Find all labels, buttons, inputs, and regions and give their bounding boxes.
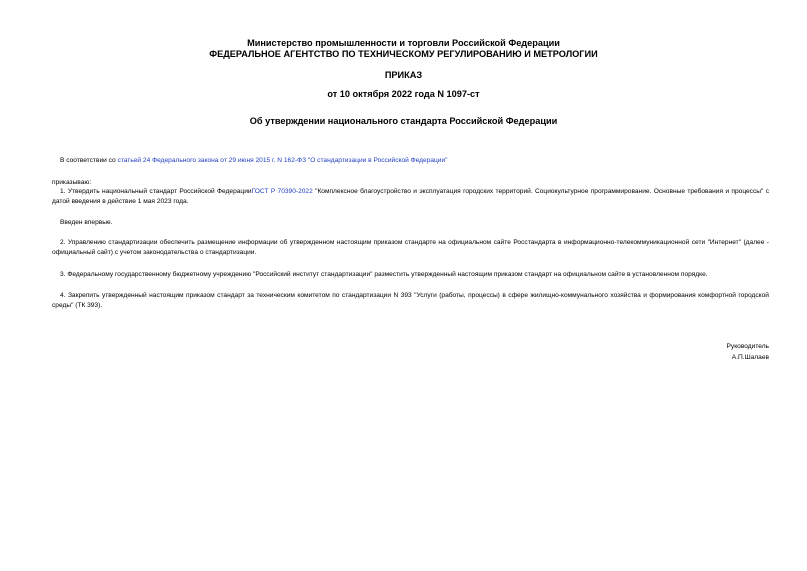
law-reference-link[interactable]: статьей 24 Федерального закона от 29 июня 2015 г. N 162-ФЗ "О стандартизации в Российской Федерации" xyxy=(117,157,448,164)
legal-basis-prefix: В соответствии со xyxy=(60,157,118,164)
gost-standard-link[interactable]: ГОСТ Р 70390-2022 xyxy=(251,188,313,195)
introduction-note: Введен впервые. xyxy=(60,219,113,226)
ministry-name: Министерство промышленности и торговли Российской Федерации xyxy=(247,38,560,48)
item-1-paragraph xyxy=(52,187,769,206)
item-2-paragraph: 2. Управлению стандартизации обеспечить размещение информации об утвержденном настоящим приказом стандарте на официальном сайте Росстандарта в информационно-телекоммуникационной сети "Интернет" (далее - официальный сайт) с учетом законодательства о стандартизации. xyxy=(52,239,769,256)
item-3-paragraph: 3. Федеральному государственному бюджетному учреждению "Российский институт стандартизации" разместить утвержденный настоящим приказом стандарт на официальном сайте в установленном порядке. xyxy=(60,271,708,278)
order-title: ПРИКАЗ xyxy=(384,70,423,80)
signatory-title: Руководитель xyxy=(726,343,769,350)
legal-basis-paragraph xyxy=(52,156,769,166)
item-1-prefix: 1. Утвердить национальный стандарт Российской Федерации xyxy=(60,188,252,195)
order-subject: Об утверждении национального стандарта Российской Федерации xyxy=(249,116,558,126)
agency-name: ФЕДЕРАЛЬНОЕ АГЕНТСТВО ПО ТЕХНИЧЕСКОМУ РЕГУЛИРОВАНИЮ И МЕТРОЛОГИИ xyxy=(209,49,598,59)
item-1-suffix: "Комплексное благоустройство и эксплуатация городских территорий. Социокультурное программирование. Основные требования и процессы" с датой введения в действие 1 мая 2023 года. xyxy=(52,188,769,205)
order-word: приказываю: xyxy=(52,179,92,186)
signatory-name: А.П.Шалаев xyxy=(731,354,769,361)
order-date-number: от 10 октября 2022 года N 1097-ст xyxy=(327,89,480,99)
item-4-paragraph: 4. Закрепить утвержденный настоящим приказом стандарт за техническим комитетом по стандартизации N 393 "Услуги (работы, процессы) в сфере жилищно-коммунального хозяйства и формирования комфортной городской среды" (ТК 393). xyxy=(52,292,769,309)
